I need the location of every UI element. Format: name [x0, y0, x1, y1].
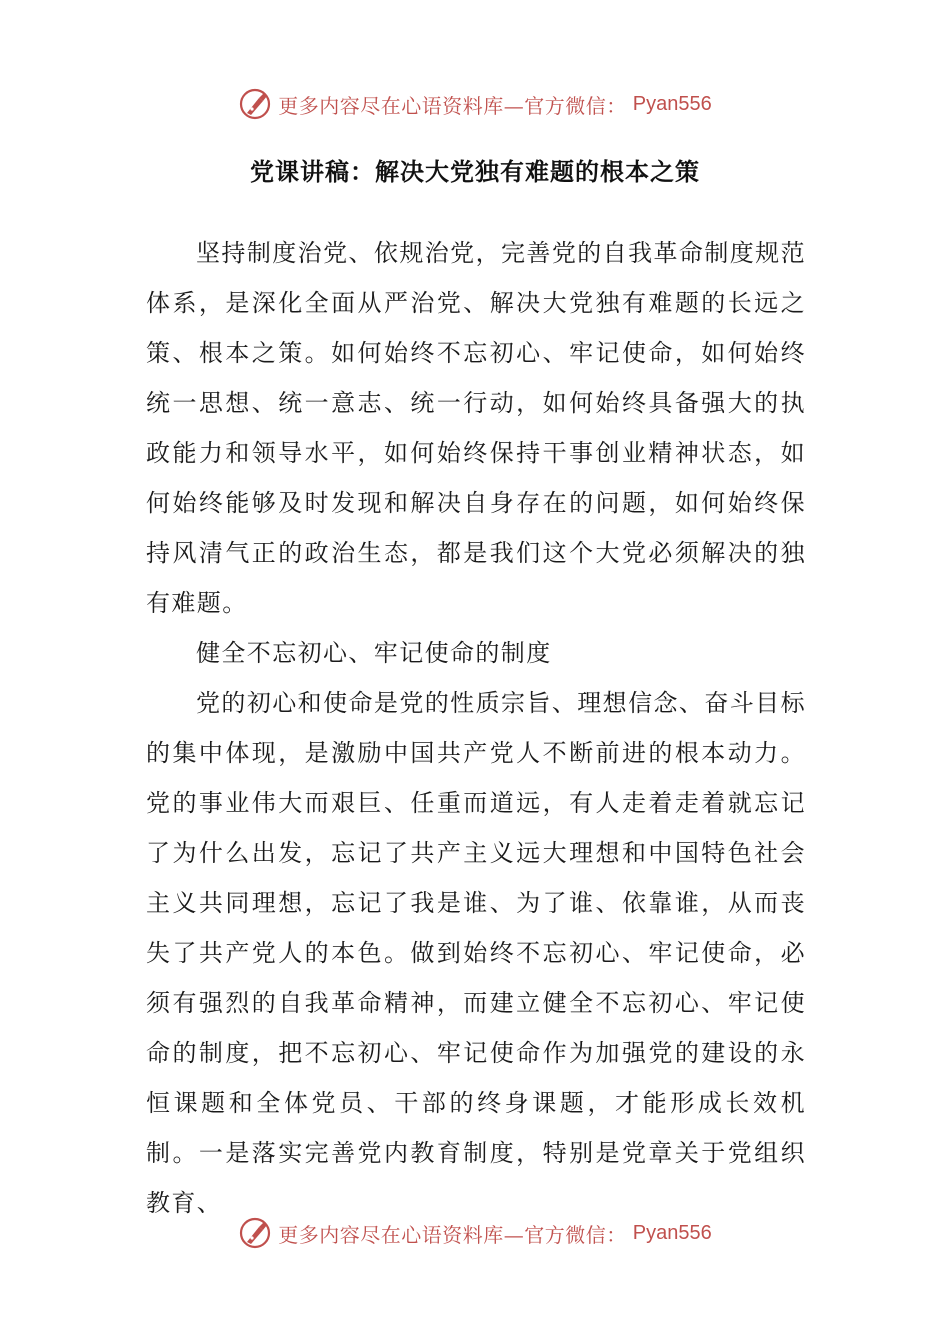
watermark-text: 更多内容尽在心语资料库—官方微信： [278, 1222, 627, 1247]
watermark-brand: Pyan556 [632, 92, 712, 115]
document-body [146, 228, 806, 1228]
paragraph-intro: 坚持制度治党、依规治党，完善党的自我革命制度规范体系，是深化全面从严治党、解决大党独有难题的长远之策、根本之策。如何始终不忘初心、牢记使命，如何始终统一思想、统一意志、统一行动，如何始终具备强大的执政能力和领导水平，如何始终保持干事创业精神状态，如何始终能够及时发现和解决自身存在的问题，如何始终保持风清气正的政治生态，都是我们这个大党必须解决的独有难题。 [146, 239, 806, 617]
watermark-brand: Pyan556 [632, 1221, 712, 1244]
paragraph-body: 党的初心和使命是党的性质宗旨、理想信念、奋斗目标的集中体现，是激励中国共产党人不断前进的根本动力。党的事业伟大而艰巨、任重而道远，有人走着走着就忘记了为什么出发，忘记了共产主义远大理想和中国特色社会主义共同理想，忘记了我是谁、为了谁、依靠谁，从而丧失了共产党人的本色。做到始终不忘初心、牢记使命，必须有强烈的自我革命精神，而建立健全不忘初心、牢记使命的制度，把不忘初心、牢记使命作为加强党的建设的永恒课题和全体党员、干部的终身课题，才能形成长效机制。一是落实完善党内教育制度，特别是党章关于党组织教育、 [146, 689, 806, 1217]
pen-nib-logo-icon [238, 87, 272, 121]
pen-nib-logo-icon [238, 1216, 272, 1250]
header-watermark [0, 84, 950, 124]
watermark-text: 更多内容尽在心语资料库—官方微信： [278, 93, 627, 118]
document-title: 党课讲稿：解决大党独有难题的根本之策 [250, 157, 700, 186]
footer-watermark [0, 1213, 950, 1253]
section-heading: 健全不忘初心、牢记使命的制度 [196, 639, 552, 667]
